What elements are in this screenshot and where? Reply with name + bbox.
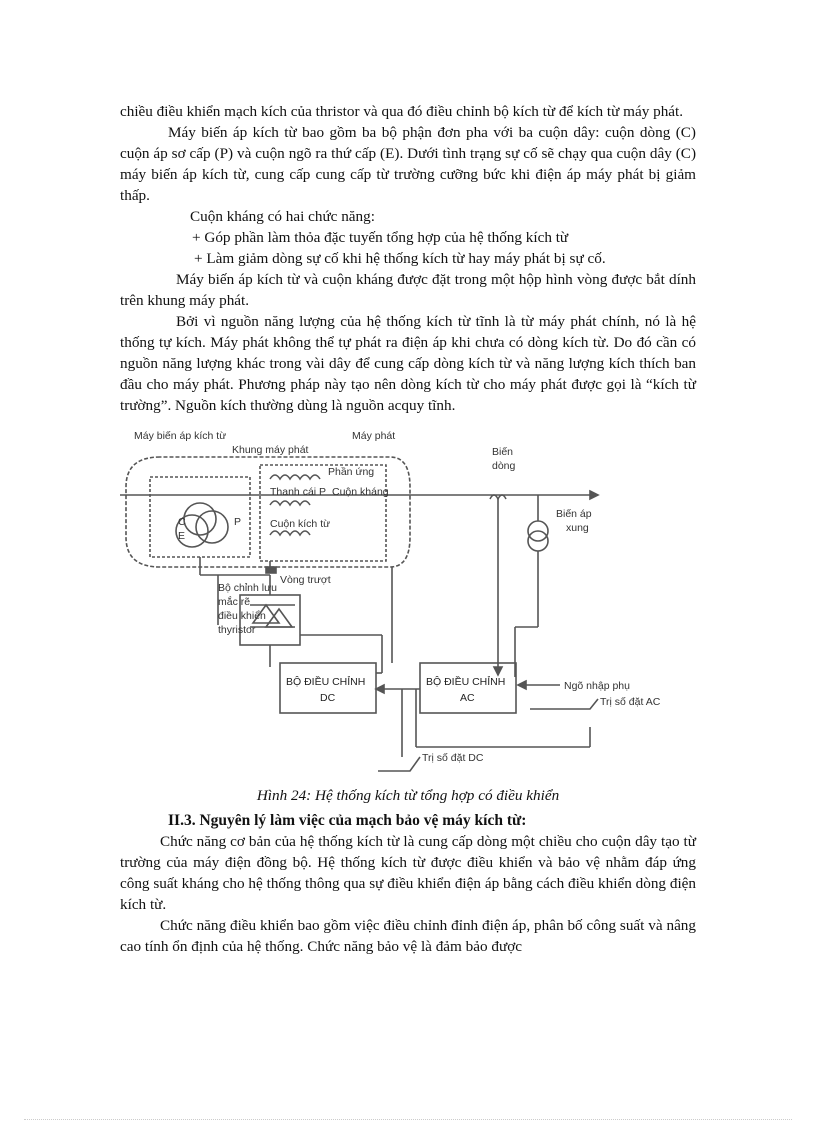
label-exciter-transformer: Máy biến áp kích từ (134, 430, 227, 442)
page-bottom-divider (24, 1119, 792, 1120)
label-rect-4: thyristor (218, 624, 256, 636)
label-dc-reg-1: BỘ ĐIỀU CHỈNH (286, 676, 366, 688)
section-heading: II.3. Nguyên lý làm việc của mạch bảo vệ máy kích từ: (168, 812, 527, 829)
paragraph-8: Chức năng cơ bản của hệ thống kích từ là cung cấp dòng một chiều cho cuộn dây tạo từ trường của máy điện đồng bộ. Hệ thống kích từ được điều khiển và bảo vệ nhằm đáp ứng công suất kháng cho hệ thống thông qua sự điều khiển điện áp bằng cách điều khiển dòng điện kích từ. (120, 833, 696, 913)
label-ac-reg-2: AC (460, 692, 475, 704)
paragraph-2: Máy biến áp kích từ bao gồm ba bộ phận đơn pha với ba cuộn dây: cuộn dòng (C) cuộn áp sơ cấp (P) và cuộn ngõ ra thứ cấp (E). Dưới tình trạng sự cố sẽ chạy qua cuộn dây (C) máy biến áp kích từ, cung cấp cung cấp từ trường cưỡng bức khi điện áp máy phát bị giảm thấp. (120, 124, 696, 204)
figure-excitation-diagram (120, 427, 696, 783)
label-dc-setpoint: Trị số đặt DC (422, 752, 484, 764)
label-slip-ring: Vòng trượt (280, 574, 331, 586)
label-e: E (178, 530, 186, 542)
label-field-winding: Cuộn kích từ (270, 518, 331, 530)
figure-caption: Hình 24: Hệ thống kích từ tổng hợp có điều khiển (256, 787, 560, 804)
label-aux-input: Ngõ nhập phụ (564, 680, 630, 692)
paragraph-1: chiều điều khiển mạch kích của thristor và qua đó điều chỉnh bộ kích từ để kích từ máy phát. (120, 103, 684, 120)
paragraph-3: Cuộn kháng có hai chức năng: (190, 208, 375, 225)
paragraph-7: Bởi vì nguồn năng lượng của hệ thống kích từ tĩnh là từ máy phát chính, nó là hệ thống tự kích. Máy phát không thể tự phát ra điện áp khi chưa có dòng kích từ. Do đó cần có nguồn năng lượng khác trong vài dây để cung cấp dòng kích từ và năng lượng kích thích ban đầu cho máy phát. Phương pháp này tạo nên dòng kích từ cho máy phát được gọi là “kích từ trường”. Nguồn kích thường dùng là nguồn acquy tĩnh. (120, 313, 696, 414)
label-pulse-tx-1: Biến áp (556, 508, 592, 520)
label-ct-2: dòng (492, 460, 516, 472)
label-rect-2: mắc rẽ (218, 596, 251, 608)
label-c: C (178, 516, 186, 528)
list-item-1: + Góp phần làm thỏa đặc tuyến tổng hợp của hệ thống kích từ (192, 229, 569, 246)
label-rect-3: điều khiển (218, 610, 266, 622)
label-busbar: Thanh cái P (270, 486, 327, 498)
label-pulse-tx-2: xung (566, 522, 589, 534)
label-ct-1: Biến (492, 446, 514, 458)
label-ac-reg-1: BỘ ĐIỀU CHỈNH (426, 676, 506, 688)
paragraph-9: Chức năng điều khiển bao gồm việc điều chỉnh đỉnh điện áp, phân bố công suất và nâng cao tính ổn định của hệ thống. Chức năng bảo vệ là đảm bảo được (120, 917, 696, 955)
diagram-svg (120, 427, 696, 783)
label-generator: Máy phát (352, 430, 396, 442)
label-ac-setpoint: Trị số đặt AC (600, 696, 661, 708)
label-dc-reg-2: DC (320, 692, 336, 704)
paragraph-6: Máy biến áp kích từ và cuộn kháng được đặt trong một hộp hình vòng được bắt dính trên khung máy phát. (120, 271, 696, 309)
label-armature: Phần ứng (328, 466, 375, 478)
document-page (120, 101, 696, 957)
label-generator-frame: Khung máy phát (232, 444, 309, 456)
label-p: P (234, 516, 242, 528)
label-reactor: Cuộn kháng (332, 486, 389, 498)
list-item-2: + Làm giảm dòng sự cố khi hệ thống kích từ hay máy phát bị sự cố. (194, 250, 606, 267)
label-rect-1: Bộ chỉnh lưu (218, 582, 277, 594)
